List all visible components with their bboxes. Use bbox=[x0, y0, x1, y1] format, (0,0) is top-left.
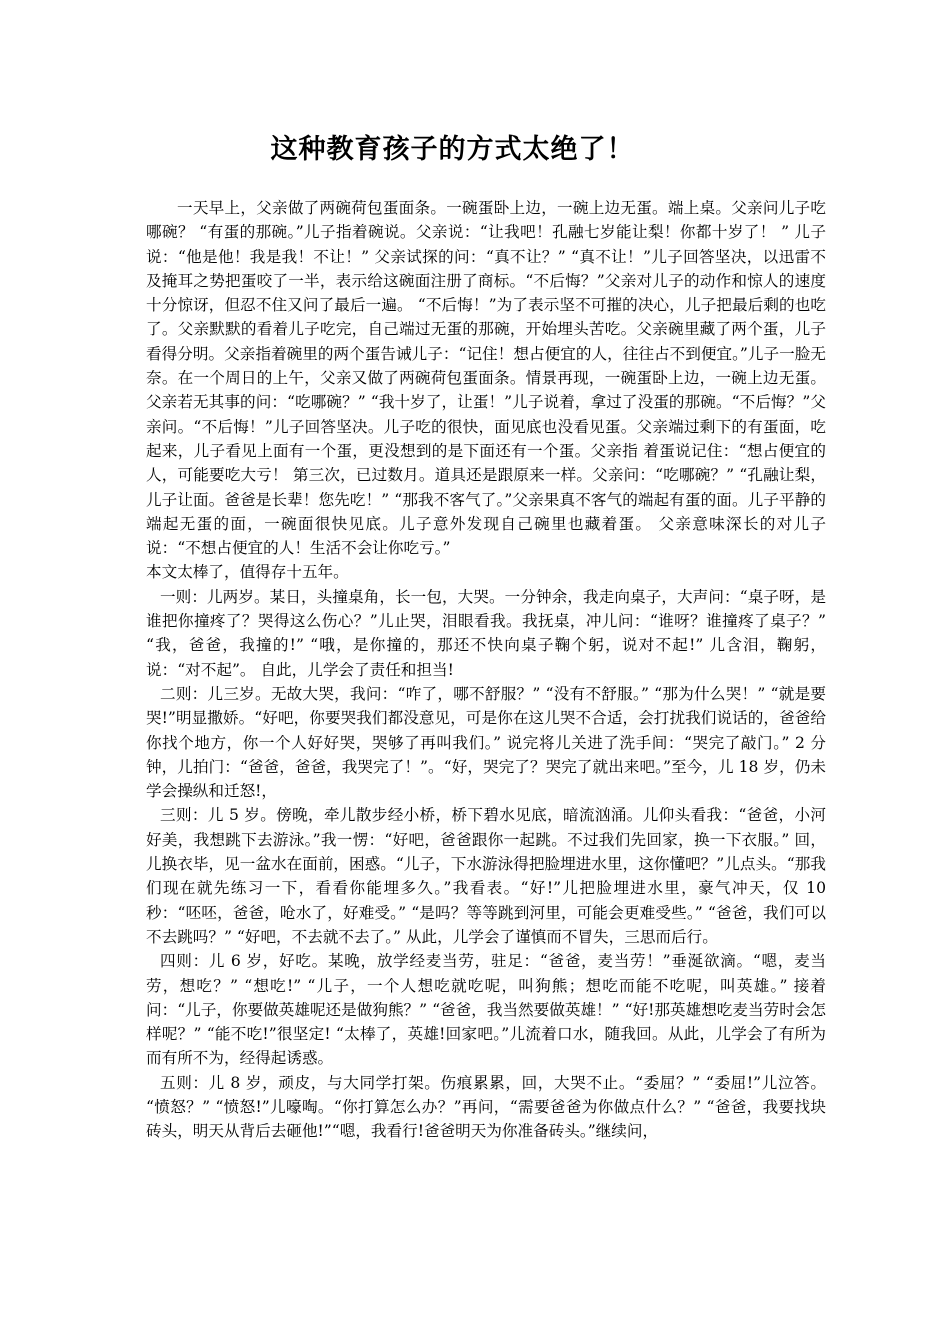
section-five: 五则：儿 8 岁，顽皮，与大同学打架。伤痕累累，回，大哭不止。“委屈？” “委屈!”儿泣答。 “愤怒？” “愤怒!”儿嚎啕。“你打算怎么办？”再问，“需要爸爸为你做点什么？” “爸爸，我要找块砖头，明天从背后去砸他!”“嗯，我看行!爸爸明天为你准备砖头。”继续问， bbox=[146, 1073, 826, 1141]
section-two: 二则：儿三岁。无故大哭，我问：“咋了，哪不舒服？” “没有不舒服。” “那为什么哭！” “就是要哭!”明显撒娇。“好吧，你要哭我们都没意见，可是你在这儿哭不合适，会打扰我们说话的，爸爸给你找个地方，你一个人好好哭，哭够了再叫我们。” 说完将儿关进了洗手间：“哭完了敲门。” 2 分钟，儿拍门：“爸爸，爸爸，我哭完了！”。“好，哭完了？哭完了就出来吧。”至今，儿 18 岁，仍未学会操纵和迁怒!， bbox=[146, 684, 826, 801]
section-one: 一则：儿两岁。某日，头撞桌角，长一包，大哭。一分钟余，我走向桌子，大声问：“桌子呀，是谁把你撞疼了？哭得这么伤心？”儿止哭，泪眼看我。我抚桌，冲儿问：“谁呀？谁撞疼了桌子？” “我，爸爸，我撞的!” “哦，是你撞的，那还不快向桌子鞠个躬，说对不起!” 儿含泪，鞠躬，说：“对不起”。 自此，儿学会了责任和担当! bbox=[146, 587, 826, 679]
section-four: 四则：儿 6 岁，好吃。某晚，放学经麦当劳，驻足：“爸爸，麦当劳！”垂涎欲滴。“嗯，麦当劳，想吃？” “想吃!” “儿子，一个人想吃就吃呢，叫狗熊；想吃而能不吃呢，叫英雄。” 接着问：“儿子，你要做英雄呢还是做狗熊？” “爸爸，我当然要做英雄！” “好!那英雄想吃麦当劳时会怎样呢？” “能不吃!”很坚定! “太棒了，英雄!回家吧。”儿流着口水，随我回。从此，儿学会了有所为而有所不为，经得起诱惑。 bbox=[146, 952, 826, 1068]
document-title: 这种教育孩子的方式太绝了！ bbox=[270, 134, 635, 165]
story-paragraph: 一天早上，父亲做了两碗荷包蛋面条。一碗蛋卧上边，一碗上边无蛋。端上桌。父亲问儿子吃哪碗？ “有蛋的那碗。”儿子指着碗说。父亲说：“让我吧！孔融七岁能让梨！你都十岁了！ ” 儿子说：“他是他！我是我！不让！” 父亲试探的问：“真不让？” “真不让！”儿子回答坚决，以迅雷不及掩耳之势把蛋咬了一半，表示给这碗面注册了商标。“不后悔？”父亲对儿子的动作和惊人的速度十分惊讶，但忍不住又问了最后一遍。 “不后悔！”为了表示坚不可摧的决心，儿子把最后剩的也吃了。父亲默默的看着儿子吃完，自己端过无蛋的那碗，开始埋头苦吃。父亲碗里藏了两个蛋，儿子看得分明。父亲指着碗里的两个蛋告诫儿子：“记住！想占便宜的人，往往占不到便宜。”儿子一脸无奈。在一个周日的上午，父亲又做了两碗荷包蛋面条。情景再现，一碗蛋卧上边，一碗上边无蛋。父亲若无其事的问：“吃哪碗？” “我十岁了，让蛋！”儿子说着，拿过了没蛋的那碗。“不后悔？”父亲问。“不后悔！”儿子回答坚决。儿子吃的很快，面见底也没看见蛋。父亲端过剩下的有蛋面，吃起来，儿子看见上面有一个蛋，更没想到的是下面还有一个蛋。父亲指 着蛋说记住：“想占便宜的人，可能要吃大亏！ 第三次，已过数月。道具还是跟原来一样。父亲问：“吃哪碗？” “孔融让梨，儿子让面。爸爸是长辈！您先吃！” “那我不客气了。”父亲果真不客气的端起有蛋的面。儿子平静的端起无蛋的面，一碗面很快见底。儿子意外发现自己碗里也藏着蛋。 父亲意味深长的对儿子说：“不想占便宜的人！生活不会让你吃亏。” bbox=[146, 199, 826, 558]
section-three: 三则：儿 5 岁。傍晚，牵儿散步经小桥，桥下碧水见底，暗流汹涌。儿仰头看我：“爸爸，小河好美，我想跳下去游泳。”我一愣：“好吧，爸爸跟你一起跳。不过我们先回家，换一下衣服。” 回，儿换衣毕，见一盆水在面前，困惑。“儿子，下水游泳得把脸埋进水里，这你懂吧？”儿点头。“那我们现在就先练习一下，看看你能埋多久。”我看表。“好!”儿把脸埋进水里，豪气冲天，仅 10 秒：“呸呸，爸爸，呛水了，好难受。” “是吗？等等跳到河里，可能会更难受些。” “爸爸，我们可以不去跳吗？” “好吧，不去就不去了。” 从此，儿学会了谨慎而不冒失，三思而后行。 bbox=[146, 806, 826, 946]
document-body bbox=[146, 196, 826, 1144]
note-line: 本文太棒了，值得存十五年。 bbox=[146, 563, 349, 582]
